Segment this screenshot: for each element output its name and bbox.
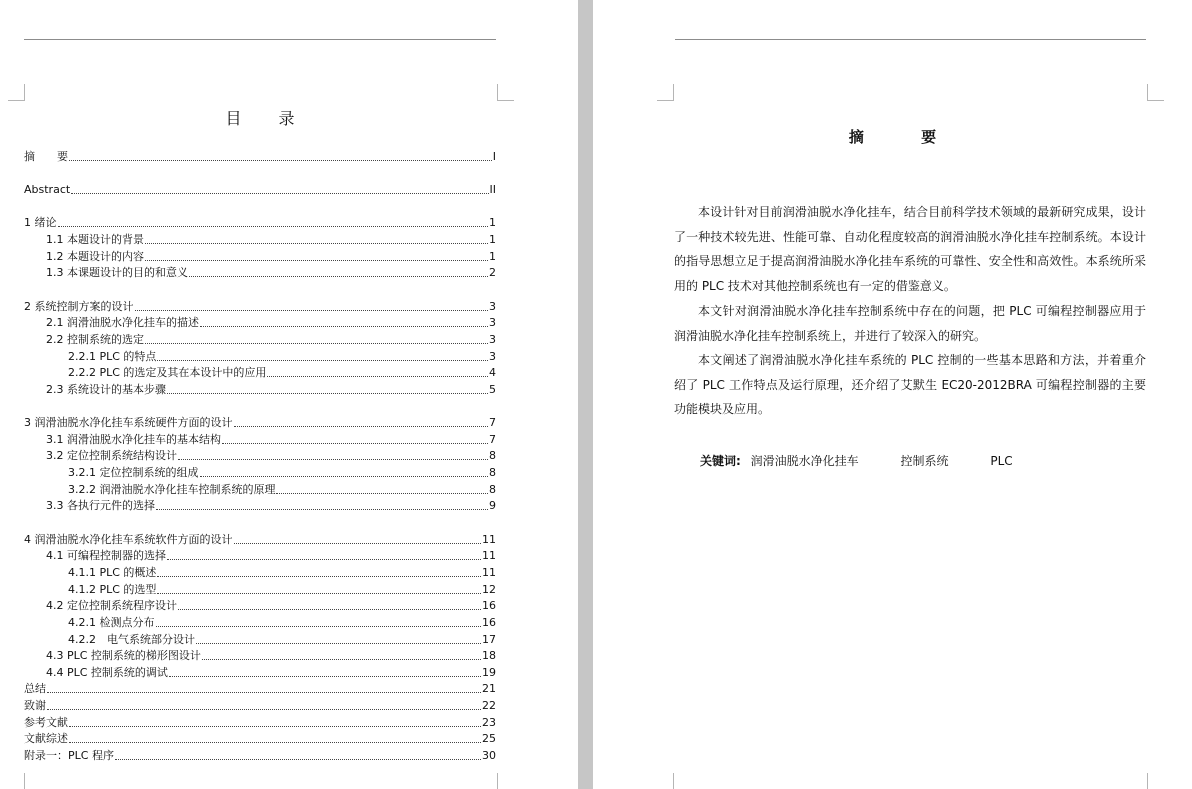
toc-entry-label: 附录一：PLC 程序 xyxy=(24,749,114,762)
toc-entry[interactable] xyxy=(46,449,496,463)
toc-leader-dots xyxy=(145,343,488,344)
toc-entry[interactable] xyxy=(68,566,496,580)
toc-entry[interactable] xyxy=(46,499,496,513)
toc-leader-dots xyxy=(71,193,488,194)
toc-leader-dots xyxy=(222,443,488,444)
toc-entry-page: 8 xyxy=(489,466,496,479)
toc-entry-label: 4.2.2 电气系统部分设计 xyxy=(68,633,195,646)
toc-entry-page: 25 xyxy=(482,732,496,745)
keyword: 润滑油脱水净化挂车 xyxy=(750,454,859,468)
toc-leader-dots xyxy=(178,609,481,610)
toc-entry-page: 9 xyxy=(489,499,496,512)
toc-entry-page: 21 xyxy=(482,682,496,695)
toc-entry-label: 文献综述 xyxy=(24,732,68,745)
toc-entry-page: 8 xyxy=(489,449,496,462)
toc-entry[interactable] xyxy=(68,583,496,597)
toc-entry-page: 22 xyxy=(482,699,496,712)
toc-entry-label: 3.2.2 润滑油脱水净化挂车控制系统的原理 xyxy=(68,483,276,496)
toc-leader-dots xyxy=(234,543,482,544)
toc-leader-dots xyxy=(145,260,488,261)
toc-entry-label: 3.1 润滑油脱水净化挂车的基本结构 xyxy=(46,433,221,446)
toc-entry-page: 19 xyxy=(482,666,496,679)
toc-leader-dots xyxy=(157,593,481,594)
toc-entry[interactable] xyxy=(46,666,496,680)
toc-entry[interactable] xyxy=(46,383,496,397)
toc-entry-label: 4.2.1 检测点分布 xyxy=(68,616,155,629)
keywords-label: 关键词: xyxy=(700,454,741,468)
toc-title: 目 录 xyxy=(225,109,311,128)
toc-leader-dots xyxy=(178,459,488,460)
toc-entry-page: 1 xyxy=(489,216,496,229)
toc-entry[interactable] xyxy=(24,749,496,763)
header-rule xyxy=(24,39,496,40)
toc-entry[interactable] xyxy=(24,183,496,197)
toc-entry-page: 3 xyxy=(489,333,496,346)
abstract-paragraph-3: 本文阐述了润滑油脱水净化挂车系统的 PLC 控制的一些基本思路和方法，并着重介绍了 PLC 工作特点及运行原理，还介绍了艾默生 EC20-2012BRA 可编程控制器的主要功能模块及应用。 xyxy=(674,353,1146,417)
toc-entry[interactable] xyxy=(24,699,496,713)
toc-entry-page: 1 xyxy=(489,233,496,246)
abstract-paragraph-2: 本文针对润滑油脱水净化挂车控制系统中存在的问题，把 PLC 可编程控制器应用于润滑油脱水净化挂车控制系统上，并进行了较深入的研究。 xyxy=(674,304,1146,343)
toc-entry-page: 11 xyxy=(482,533,496,546)
toc-entry-label: 2.2.2 PLC 的选定及其在本设计中的应用 xyxy=(68,366,267,379)
toc-entry-page: 3 xyxy=(489,300,496,313)
toc-entry-label: 摘 要 xyxy=(24,150,68,163)
toc-entry[interactable] xyxy=(24,682,496,696)
toc-entry[interactable] xyxy=(46,250,496,264)
toc-entry-page: 3 xyxy=(489,316,496,329)
toc-entry-label: 总结 xyxy=(24,682,46,695)
toc-entry-label: 2.2.1 PLC 的特点 xyxy=(68,350,157,363)
toc-entry-label: 致谢 xyxy=(24,699,46,712)
toc-leader-dots xyxy=(189,276,488,277)
toc-entry-label: 4.1.1 PLC 的概述 xyxy=(68,566,157,579)
toc-entry-label: 2.3 系统设计的基本步骤 xyxy=(46,383,166,396)
toc-leader-dots xyxy=(69,726,481,727)
toc-page xyxy=(0,0,578,789)
toc-entry[interactable] xyxy=(24,300,496,314)
toc-leader-dots xyxy=(157,360,488,361)
toc-entry[interactable] xyxy=(46,549,496,563)
toc-entry-page: 1 xyxy=(489,250,496,263)
toc-entry-label: 2.2 控制系统的选定 xyxy=(46,333,144,346)
toc-entry-page: 16 xyxy=(482,599,496,612)
toc-entry[interactable] xyxy=(24,150,496,164)
toc-leader-dots xyxy=(69,160,492,161)
toc-entry[interactable] xyxy=(46,233,496,247)
toc-leader-dots xyxy=(69,742,481,743)
toc-leader-dots xyxy=(157,576,481,577)
toc-entry-label: 3 润滑油脱水净化挂车系统硬件方面的设计 xyxy=(24,416,233,429)
margin-corner-top-left xyxy=(657,84,674,101)
toc-entry[interactable] xyxy=(24,716,496,730)
toc-entry-label: 参考文献 xyxy=(24,716,68,729)
toc-entry-label: 1.1 本题设计的背景 xyxy=(46,233,144,246)
toc-entry[interactable] xyxy=(68,466,496,480)
toc-leader-dots xyxy=(196,643,481,644)
toc-entry-page: 7 xyxy=(489,433,496,446)
page-gutter xyxy=(578,0,593,789)
toc-leader-dots xyxy=(115,759,481,760)
toc-entry-label: 4.3 PLC 控制系统的梯形图设计 xyxy=(46,649,201,662)
toc-entry-page: 18 xyxy=(482,649,496,662)
margin-corner-bottom-right xyxy=(1147,773,1164,789)
toc-leader-dots xyxy=(200,326,488,327)
toc-entry[interactable] xyxy=(24,533,496,547)
toc-leader-dots xyxy=(145,243,488,244)
toc-entry[interactable] xyxy=(68,483,496,497)
toc-leader-dots xyxy=(167,393,488,394)
header-rule xyxy=(675,39,1146,40)
toc-leader-dots xyxy=(47,692,481,693)
toc-leader-dots xyxy=(169,676,481,677)
toc-entry[interactable] xyxy=(68,616,496,630)
toc-entry-label: 3.2.1 定位控制系统的组成 xyxy=(68,466,199,479)
toc-entry[interactable] xyxy=(46,599,496,613)
margin-corner-top-right xyxy=(1147,84,1164,101)
toc-entry-page: 16 xyxy=(482,616,496,629)
toc-entry-page: 5 xyxy=(489,383,496,396)
toc-leader-dots xyxy=(156,626,482,627)
toc-leader-dots xyxy=(267,376,488,377)
toc-entry-label: 4.2 定位控制系统程序设计 xyxy=(46,599,177,612)
toc-leader-dots xyxy=(135,310,489,311)
toc-entry[interactable] xyxy=(24,732,496,746)
toc-leader-dots xyxy=(234,426,489,427)
toc-entry-page: 7 xyxy=(489,416,496,429)
toc-leader-dots xyxy=(47,709,481,710)
abstract-page xyxy=(593,0,1192,789)
toc-entry[interactable] xyxy=(68,350,496,364)
toc-entry[interactable] xyxy=(68,633,496,647)
margin-corner-bottom-left xyxy=(657,773,674,789)
toc-entry-page: 11 xyxy=(482,549,496,562)
margin-corner-bottom-right xyxy=(497,773,514,789)
toc-entry-label: 2 系统控制方案的设计 xyxy=(24,300,134,313)
toc-entry-label: 3.2 定位控制系统结构设计 xyxy=(46,449,177,462)
toc-entry[interactable] xyxy=(68,366,496,380)
margin-corner-bottom-left xyxy=(8,773,25,789)
toc-entry-label: 4.1 可编程控制器的选择 xyxy=(46,549,166,562)
toc-entry-label: 1.3 本课题设计的目的和意义 xyxy=(46,266,188,279)
toc-entry-label: 1.2 本题设计的内容 xyxy=(46,250,144,263)
toc-leader-dots xyxy=(156,509,488,510)
toc-entry[interactable] xyxy=(46,433,496,447)
toc-entry-page: 17 xyxy=(482,633,496,646)
toc-entry-page: 11 xyxy=(482,566,496,579)
toc-entry-label: 4.1.2 PLC 的选型 xyxy=(68,583,157,596)
keyword: 控制系统 xyxy=(900,454,949,468)
toc-entry-label: 3.3 各执行元件的选择 xyxy=(46,499,155,512)
abstract-title: 摘 要 xyxy=(848,128,963,146)
toc-entry-label: 4 润滑油脱水净化挂车系统软件方面的设计 xyxy=(24,533,233,546)
toc-entry-page: 2 xyxy=(489,266,496,279)
toc-leader-dots xyxy=(202,659,481,660)
toc-entry[interactable] xyxy=(46,333,496,347)
toc-entry[interactable] xyxy=(24,416,496,430)
toc-leader-dots xyxy=(167,559,481,560)
toc-leader-dots xyxy=(200,476,489,477)
margin-corner-top-left xyxy=(8,84,25,101)
toc-entry-page: 4 xyxy=(489,366,496,379)
keyword: PLC xyxy=(990,454,1013,468)
toc-entry-label: 4.4 PLC 控制系统的调试 xyxy=(46,666,168,679)
toc-entry-page: I xyxy=(492,150,496,163)
keywords-line xyxy=(700,451,1013,471)
toc-entry-page: 30 xyxy=(482,749,496,762)
toc-entry[interactable] xyxy=(24,216,496,230)
toc-entry[interactable] xyxy=(46,266,496,280)
toc-entry[interactable] xyxy=(46,649,496,663)
margin-corner-top-right xyxy=(497,84,514,101)
toc-entry-page: II xyxy=(489,183,496,196)
toc-leader-dots xyxy=(58,226,489,227)
toc-entry[interactable] xyxy=(46,316,496,330)
toc-entry-label: 1 绪论 xyxy=(24,216,57,229)
toc-entry-page: 12 xyxy=(482,583,496,596)
toc-entry-label: Abstract xyxy=(24,183,71,196)
toc-entry-label: 2.1 润滑油脱水净化挂车的描述 xyxy=(46,316,199,329)
abstract-paragraph-1: 本设计针对目前润滑油脱水净化挂车，结合目前科学技术领域的最新研究成果，设计了一种技术较先进、性能可靠、自动化程度较高的润滑油脱水净化挂车控制系统。本设计的指导思想立足于提高润滑油脱水净化挂车系统的可靠性、安全性和高效性。本系统所采用的 PLC 技术对其他控制系统也有一定的借鉴意义。 xyxy=(674,205,1146,294)
toc-entry-page: 8 xyxy=(489,483,496,496)
toc-entry-page: 23 xyxy=(482,716,496,729)
toc-entry-page: 3 xyxy=(489,350,496,363)
toc-leader-dots xyxy=(276,493,488,494)
